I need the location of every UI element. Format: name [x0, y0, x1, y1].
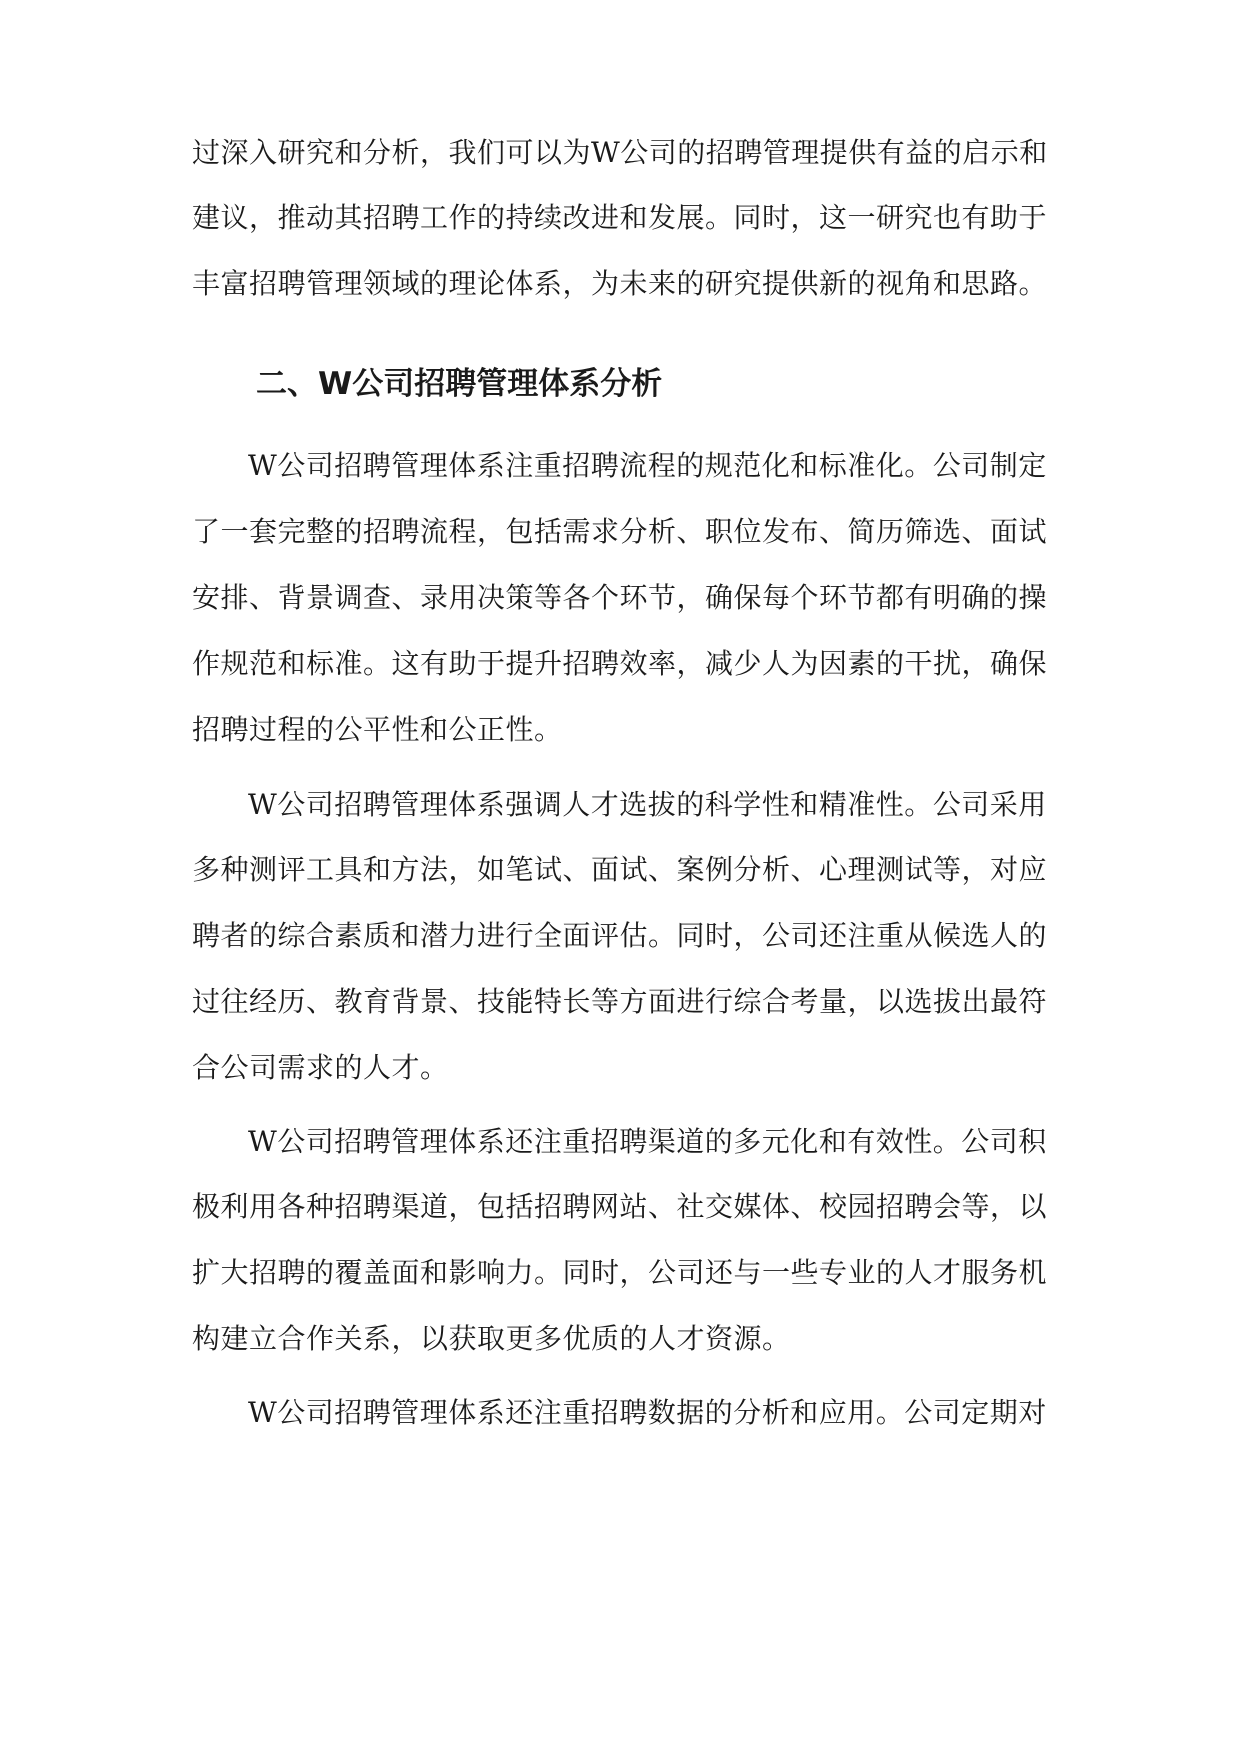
text-line: 合公司需求的人才。	[192, 1051, 449, 1084]
text-line: 了一套完整的招聘流程，包括需求分析、职位发布、简历筛选、面试	[192, 515, 1048, 548]
text-line: 建议，推动其招聘工作的持续改进和发展。同时，这一研究也有助于	[192, 201, 1048, 234]
text-line: 安排、背景调查、录用决策等各个环节，确保每个环节都有明确的操	[192, 581, 1048, 614]
text-line: 构建立合作关系，以获取更多优质的人才资源。	[192, 1322, 791, 1355]
text-line: 扩大招聘的覆盖面和影响力。同时，公司还与一些专业的人才服务机	[192, 1256, 1048, 1289]
text-line: 极利用各种招聘渠道，包括招聘网站、社交媒体、校园招聘会等，以	[192, 1190, 1048, 1223]
section-heading: 二、W公司招聘管理体系分析	[256, 366, 663, 402]
text-line: 丰富招聘管理领域的理论体系，为未来的研究提供新的视角和思路。	[192, 267, 1048, 300]
text-line: W公司招聘管理体系还注重招聘渠道的多元化和有效性。公司积	[248, 1125, 1047, 1158]
text-line: 多种测评工具和方法，如笔试、面试、案例分析、心理测试等，对应	[192, 853, 1048, 886]
text-line: W公司招聘管理体系强调人才选拔的科学性和精准性。公司采用	[248, 788, 1047, 821]
text-line: 招聘过程的公平性和公正性。	[192, 713, 563, 746]
text-line: W公司招聘管理体系注重招聘流程的规范化和标准化。公司制定	[248, 449, 1047, 482]
text-line: 过深入研究和分析，我们可以为W公司的招聘管理提供有益的启示和	[192, 136, 1048, 169]
text-line: W公司招聘管理体系还注重招聘数据的分析和应用。公司定期对	[248, 1396, 1047, 1429]
text-line: 聘者的综合素质和潜力进行全面评估。同时，公司还注重从候选人的	[192, 919, 1048, 952]
text-line: 作规范和标准。这有助于提升招聘效率，减少人为因素的干扰，确保	[192, 647, 1048, 680]
text-line: 过往经历、教育背景、技能特长等方面进行综合考量，以选拔出最符	[192, 985, 1048, 1018]
